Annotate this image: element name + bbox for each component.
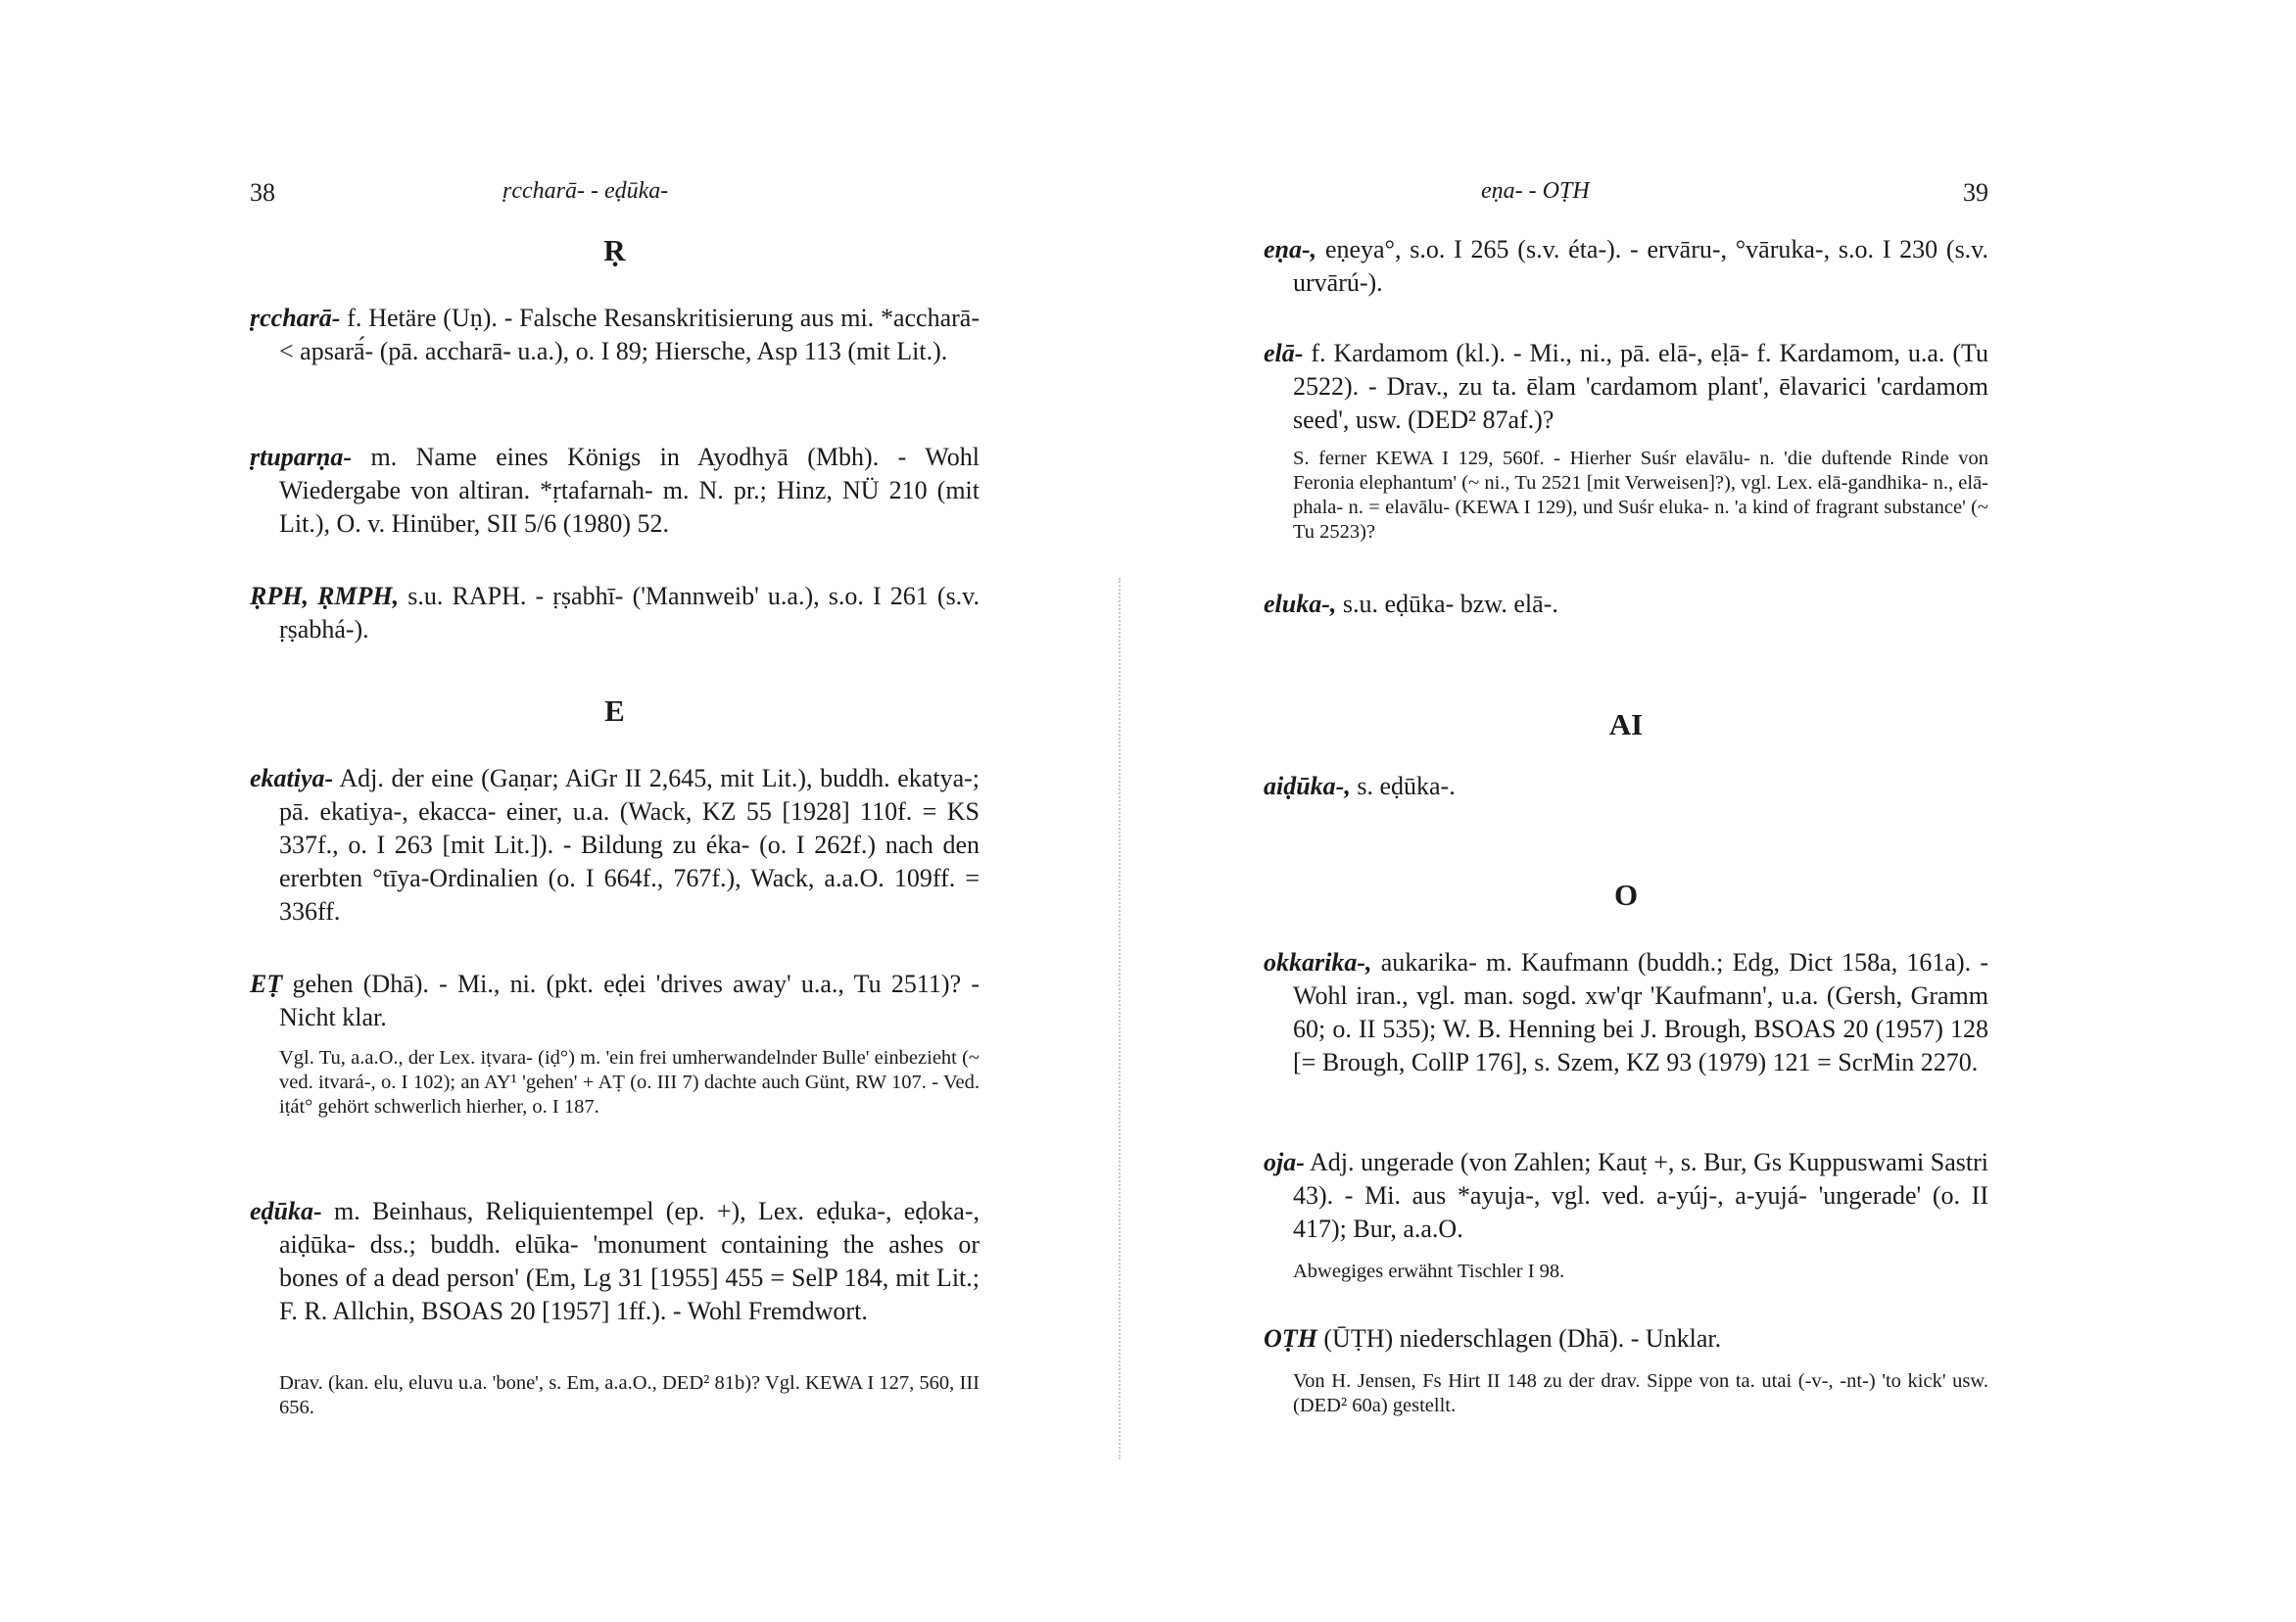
entry-lemma: elā- (1264, 339, 1304, 367)
entry-text: s.u. eḍūka- bzw. elā-. (1336, 590, 1558, 618)
gutter-divider (1119, 578, 1121, 1459)
entry-text: s.u. RAPH. - ṛṣabhī- ('Mannweib' u.a.), s.o. I 261 (s.v. ṛṣabhá-). (279, 582, 980, 644)
entry-ela (1264, 337, 1988, 437)
entry-oth (1264, 1322, 1988, 1356)
entry-text: eṇeya°, s.o. I 265 (s.v. éta-). - ervāru-, °vāruka-, s.o. I 230 (s.v. urvārú-). (1293, 235, 1988, 297)
entry-lemma: ṛccharā- (250, 304, 341, 332)
entry-lemma: ṚPH, ṚMPH, (250, 582, 400, 610)
entry-text: gehen (Dhā). - Mi., ni. (pkt. eḍei 'drives away' u.a., Tu 2511)? - Nicht klar. (279, 970, 980, 1031)
entry-lemma: aiḍūka-, (1264, 772, 1351, 800)
section-heading-r: Ṛ (603, 233, 626, 267)
entry-eluka (1264, 588, 1988, 621)
note-eduka (250, 1371, 980, 1420)
running-title: ṛccharā- - eḍūka- (502, 178, 669, 204)
note-text: Vgl. Tu, a.a.O., der Lex. iṭvara- (iḍ°) m. 'ein frei umherwandelnder Bulle' einbezieht (~ ved. itvará-, o. I 102); an AY¹ 'gehen' + AṬ (o. III 7) dachte auch Günt, RW 107. - Ved. iṭát° gehört schwerlich hierher, o. I 187. (279, 1047, 980, 1118)
running-title: eṇa- - OṬH (1481, 178, 1590, 204)
entry-text: aukarika- m. Kaufmann (buddh.; Edg, Dict 158a, 161a). - Wohl iran., vgl. man. sogd. xw'qr 'Kaufmann', u.a. (Gersh, Gramm 60; o. II 535); W. B. Henning bei J. Brough, BSOAS 20 (1957) 128 [= Brough, CollP 176], s. Szem, KZ 93 (1979) 121 = ScrMin 2270. (1293, 948, 1988, 1076)
entry-lemma: eluka-, (1264, 590, 1337, 618)
page-number: 39 (1963, 178, 1988, 207)
entry-ekatiya (250, 762, 980, 929)
page-number: 38 (250, 178, 275, 207)
entry-text: Adj. ungerade (von Zahlen; Kauṭ +, s. Bur, Gs Kuppuswami Sastri 43). - Mi. aus *ayuja-, vgl. ved. a-yúj-, a-yujá- 'ungerade' (o. II 417); Bur, a.a.O. (1293, 1148, 1988, 1243)
entry-rph (250, 580, 980, 646)
entry-text: f. Hetäre (Uṇ). - Falsche Resanskritisierung aus mi. *accharā- < apsarā́- (pā. accharā- u.a.), o. I 89; Hiersche, Asp 113 (mit Lit.). (279, 304, 980, 365)
note-oth (1264, 1369, 1988, 1418)
entry-lemma: OṬH (1264, 1324, 1317, 1353)
entry-text: s. eḍūka-. (1350, 772, 1456, 800)
note-text: S. ferner KEWA I 129, 560f. - Hierher Suśr elavālu- n. 'die duftende Rinde von Feronia elephantum' (~ ni., Tu 2521 [mit Verweisen]?), vgl. Lex. elā-gandhika- n., elā-phala- n. = elavālu- (KEWA I 129), und Suśr eluka- n. 'a kind of fragrant substance' (~ Tu 2523)? (1293, 448, 1988, 543)
entry-text: (ŪṬH) niederschlagen (Dhā). - Unklar. (1316, 1324, 1722, 1353)
note-text: Von H. Jensen, Fs Hirt II 148 zu der drav. Sippe von ta. utai (-v-, -nt-) 'to kick' usw. (DED² 60a) gestellt. (1293, 1370, 1988, 1416)
note-ela (1264, 447, 1988, 545)
note-oja (1264, 1260, 1988, 1284)
entry-lemma: EṬ (250, 970, 283, 998)
entry-rrchara (250, 302, 980, 368)
entry-lemma: oja- (1264, 1148, 1305, 1176)
note-et (250, 1046, 980, 1120)
section-heading-o: O (1613, 878, 1639, 912)
section-heading-ai: AI (1608, 707, 1644, 741)
entry-lemma: ekatiya- (250, 764, 334, 792)
entry-lemma: okkarika-, (1264, 948, 1372, 977)
entry-text: f. Kardamom (kl.). - Mi., ni., pā. elā-, eḷā- f. Kardamom, u.a. (Tu 2522). - Drav., zu ta. ēlam 'cardamom plant', ēlavarici 'cardamom seed', usw. (DED² 87af.)? (1293, 339, 1988, 434)
entry-oja (1264, 1146, 1988, 1246)
note-text: Drav. (kan. elu, eluvu u.a. 'bone', s. Em, a.a.O., DED² 81b)? Vgl. KEWA I 127, 560, III 656. (279, 1372, 980, 1418)
note-text: Abwegiges erwähnt Tischler I 98. (1293, 1261, 1565, 1282)
entry-aiduka (1264, 770, 1988, 803)
entry-lemma: eḍūka- (250, 1197, 322, 1225)
section-heading-e: E (604, 693, 625, 728)
entry-et (250, 968, 980, 1034)
entry-okkarika (1264, 946, 1988, 1079)
entry-eduka (250, 1195, 980, 1328)
left-page (250, 0, 980, 1622)
entry-text: m. Beinhaus, Reliquientempel (ep. +), Lex. eḍuka-, eḍoka-, aiḍūka- dss.; buddh. elūka- 'monument containing the ashes or bones of a dead person' (Em, Lg 31 [1955] 455 = SelP 184, mit Lit.; F. R. Allchin, BSOAS 20 [1957] 1ff.). - Wohl Fremdwort. (279, 1197, 980, 1325)
entry-lemma: ṛtuparṇa- (250, 443, 353, 471)
entry-text: m. Name eines Königs in Ayodhyā (Mbh). - Wohl Wiedergabe von altiran. *ṛtafarnah- m. N. pr.; Hinz, NÜ 210 (mit Lit.), O. v. Hinüber, SII 5/6 (1980) 52. (279, 443, 980, 538)
entry-text: Adj. der eine (Gaṇar; AiGr II 2,645, mit Lit.), buddh. ekatya-; pā. ekatiya-, ekacca- einer, u.a. (Wack, KZ 55 [1928] 110f. = KS 337f., o. I 263 [mit Lit.]). - Bildung zu éka- (o. I 262f.) nach den ererbten °tīya-Ordinalien (o. I 664f., 767f.), Wack, a.a.O. 109ff. = 336ff. (279, 764, 980, 926)
entry-lemma: eṇa-, (1264, 235, 1317, 263)
left-page-header (250, 178, 980, 217)
entry-ena (1264, 233, 1988, 300)
right-page (1264, 0, 1988, 1622)
entry-rtuparna (250, 441, 980, 541)
right-page-header (1264, 178, 1988, 217)
